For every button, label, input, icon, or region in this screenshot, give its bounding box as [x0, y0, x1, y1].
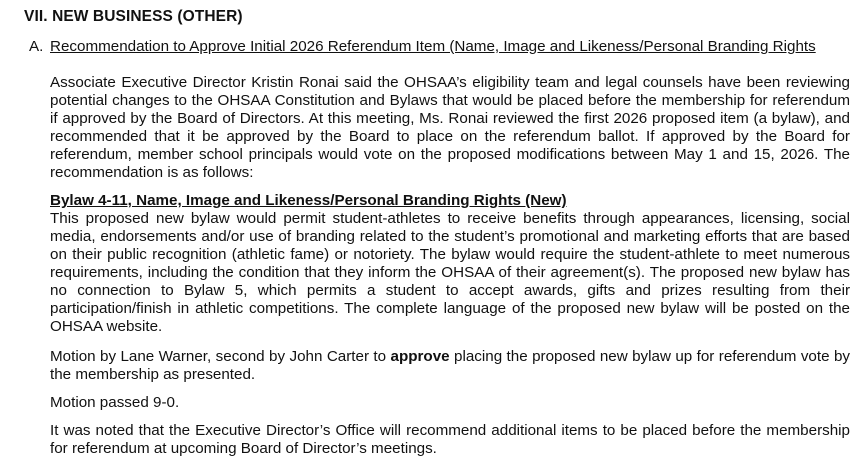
motion-result: Motion passed 9-0.: [50, 394, 180, 411]
bylaw-paragraph: This proposed new bylaw would permit student-athletes to receive benefits through appearances, licensing, social media, endorsements and/or use of branding related to the student’s promotional and marketing efforts that are based on their public recognition (athletic fame) or notoriety. The bylaw would require the student-athlete to meet numerous requirements, including the condition that they inform the OHSAA of their agreement(s). The proposed new bylaw has no connection to Bylaw 5, which permits a student to accept awards, gifts and prizes resulting from their participation/finish in athletic competitions. The complete language of the proposed new bylaw will be posted on the OHSAA website.: [50, 210, 850, 335]
note-paragraph: It was noted that the Executive Director’s Office will recommend additional items to be placed before the membership for referendum at upcoming Board of Director’s meetings.: [50, 422, 850, 457]
item-label: A.: [29, 38, 44, 55]
motion-approve: approve: [390, 348, 450, 365]
motion-paragraph: [50, 348, 850, 384]
intro-paragraph: Associate Executive Director Kristin Ronai said the OHSAA’s eligibility team and legal counsels have been reviewing potential changes to the OHSAA Constitution and Bylaws that would be placed before the membership for referendum if approved by the Board of Directors. At this meeting, Ms. Ronai reviewed the first 2026 proposed item (a bylaw), and recommended that it be approved by the Board to place on the referendum ballot. If approved by the Board for referendum, member school principals would vote on the proposed modifications between May 1 and 15, 2026. The recommendation is as follows:: [50, 74, 850, 181]
motion-text-before: Motion by Lane Warner, second by John Carter to: [50, 348, 391, 365]
item-title: Recommendation to Approve Initial 2026 Referendum Item (Name, Image and Likeness/Personal Branding Rights: [50, 38, 816, 55]
motion-text-after: placing the proposed new bylaw up for referendum vote by the membership as presented.: [50, 348, 850, 383]
bylaw-title: Bylaw 4-11, Name, Image and Likeness/Personal Branding Rights (New): [50, 192, 567, 209]
section-heading: VII. NEW BUSINESS (OTHER): [24, 8, 243, 25]
